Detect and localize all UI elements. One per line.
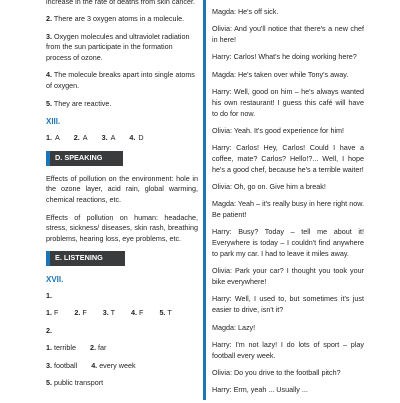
transcript-line: Harry: Busy? Today – tell me about it! Everywhere is today – I couldn't find anywhere to park my car. I had to leave it miles away. xyxy=(212,227,364,259)
answer-cell xyxy=(102,133,116,144)
answer-cell xyxy=(91,361,135,372)
item-number: 2. xyxy=(46,14,52,24)
transcript-line: Olivia: Yeah. It's good experience for him! xyxy=(212,125,345,135)
answer-number: 2. xyxy=(89,342,96,352)
answer-cell xyxy=(74,308,86,319)
item-text: There are 3 oxygen atoms in a molecule. xyxy=(53,14,185,24)
answer-number: 4. xyxy=(129,132,136,142)
answer-value: every week xyxy=(99,360,136,370)
transcript-line: Magda: He's taken over while Tony's away. xyxy=(212,69,349,79)
answers-row-xvii xyxy=(46,308,198,319)
transcript-line: Magda: Lazy! xyxy=(212,322,256,332)
transcript-line: Harry: I'm not lazy! I do lots of sport – play football every week. xyxy=(212,339,364,360)
transcript-line: Olivia: And you'll notice that there's a new chef in here! xyxy=(212,24,364,45)
part-2-number: 2. xyxy=(46,325,52,335)
answer-cell xyxy=(46,133,60,144)
answers-row-part2-b xyxy=(46,361,198,372)
answer-value: football xyxy=(54,360,78,370)
listening-section-bar: E. LISTENING xyxy=(46,251,125,266)
speaking-section-bar: D. SPEAKING xyxy=(46,151,123,166)
answer-number: 1. xyxy=(46,308,52,318)
answer-value: T xyxy=(167,308,172,318)
left-column xyxy=(46,0,198,396)
answer-value: T xyxy=(110,308,116,318)
transcript-line: Harry: Well, I used to, but sometimes it's just easier to drive, isn't it? xyxy=(212,294,364,315)
answer-value: A xyxy=(110,132,116,142)
answer-cell xyxy=(129,133,143,144)
column-divider xyxy=(203,0,206,400)
answer-item-4 xyxy=(46,70,198,92)
answer-value: terrible xyxy=(54,342,76,352)
item-text: The molecule breaks apart into single atoms of oxygen. xyxy=(46,70,195,91)
answer-number: 2. xyxy=(74,308,81,318)
answer-value: F xyxy=(54,308,59,318)
answer-value: A xyxy=(82,132,88,142)
answer-number: 4. xyxy=(91,360,98,370)
answer-number: 3. xyxy=(101,132,108,142)
transcript-line: Magda: He's off sick. xyxy=(212,7,279,16)
answers-row-xiii xyxy=(46,133,198,144)
transcript-line: Harry: Carlos! What's he doing working here? xyxy=(212,52,357,62)
answer-number: 5. xyxy=(46,378,52,388)
answer-value: public transport xyxy=(54,378,104,388)
section-heading-xvii: XVII. xyxy=(46,275,64,285)
item-text: Oxygen molecules and ultraviolet radiation from the sun participate in the formation process of ozone. xyxy=(46,31,190,63)
item-number: 3. xyxy=(46,31,52,41)
item-number: 4. xyxy=(46,70,52,80)
speaking-paragraph-environment: Effects of pollution on the environment: hole in the ozone layer, acid rain, global warming, chemical reactions, etc. xyxy=(46,173,198,205)
answer-cell xyxy=(74,133,88,144)
answer-item-2 xyxy=(46,14,198,25)
answer-number: 1. xyxy=(46,132,52,142)
answer-cell xyxy=(103,308,115,319)
transcript-line: Olivia: Oh, go on. Give him a break! xyxy=(212,182,326,192)
transcript-line: Harry: Erm, yeah ... Usually ... xyxy=(212,385,308,395)
answer-value: far xyxy=(97,342,107,352)
answer-number: 3. xyxy=(46,360,52,370)
answer-number: 1. xyxy=(46,342,52,352)
answer-cell xyxy=(90,343,106,354)
item-number: 5. xyxy=(46,98,52,108)
answer-number: 4. xyxy=(131,308,138,318)
section-heading-xiii: XIII. xyxy=(46,116,61,126)
answer-cell xyxy=(46,361,77,372)
part-1-number: 1. xyxy=(46,291,52,301)
transcript-line: Harry: Well, good on him – he's always wanted his own restaurant! I guess this café will have to do for now. xyxy=(212,86,364,118)
answer-number: 3. xyxy=(102,308,109,318)
answer-cell xyxy=(46,343,76,354)
speaking-paragraph-human: Effects of pollution on human: headache, stress, sickness/ diseases, skin rash, breathing problems, hearing loss, eye problems, etc. xyxy=(46,212,198,244)
answer-number: 5. xyxy=(159,308,166,318)
transcript-line: Olivia: Park your car? I thought you took your bike everywhere! xyxy=(212,266,364,287)
answer-value: A xyxy=(55,132,60,142)
answer-item-3 xyxy=(46,32,198,64)
answer-value: F xyxy=(139,308,144,318)
answer-value: F xyxy=(82,308,87,318)
answer-cell xyxy=(131,308,143,319)
answer-cell xyxy=(46,378,103,389)
transcript-line: Olivia: Do you drive to the football pitch? xyxy=(212,367,341,377)
answer-cell xyxy=(159,308,171,319)
answer-value: D xyxy=(138,132,144,142)
answer-item-5 xyxy=(46,99,198,110)
transcript-line: Harry: Carlos! Hey, Carlos! Could I have a coffee, mate? Carlos? Hello!?... Well, I hope he's a good chef, because he's a terrible waiter! xyxy=(212,143,364,174)
answer-number: 2. xyxy=(73,132,80,142)
answer-cell xyxy=(46,308,58,319)
answers-row-part2-a xyxy=(46,343,198,354)
item-text: They are reactive. xyxy=(53,98,112,108)
transcript-line: Magda: Yeah – it's really busy in here right now. Be patient! xyxy=(212,199,364,220)
right-column-transcript xyxy=(212,7,364,403)
answers-row-part2-c xyxy=(46,378,198,389)
item-1-tail: increase in the rate of deaths from skin cancer. xyxy=(46,0,196,6)
